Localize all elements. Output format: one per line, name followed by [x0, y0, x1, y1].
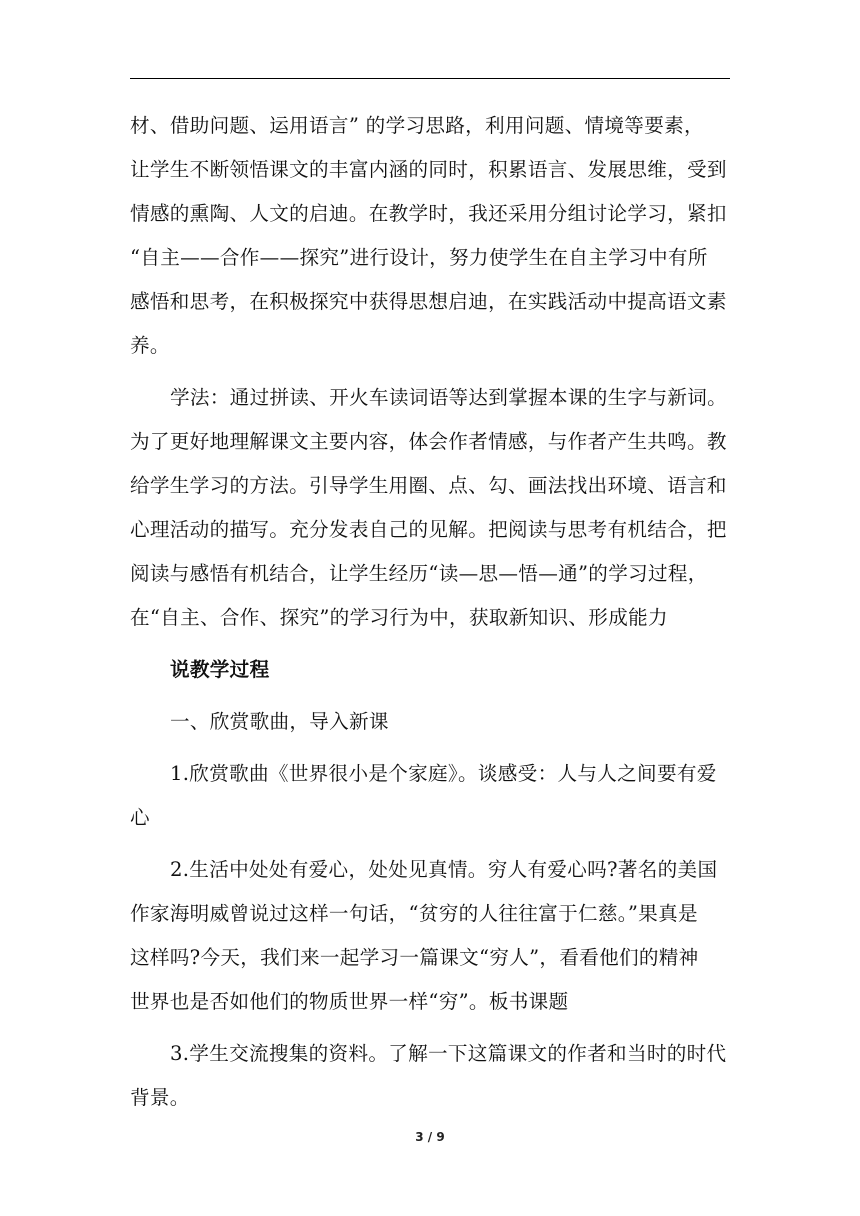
text-line: 为了更好地理解课文主要内容，体会作者情感，与作者产生共鸣。教 [130, 430, 727, 453]
text-line: 心理活动的描写。充分发表自己的见解。把阅读与思考有机结合，把 [130, 518, 727, 541]
paragraph-teaching-philosophy [130, 104, 730, 368]
text-line: 养。 [130, 334, 170, 357]
text-line: 1.欣赏歌曲《世界很小是个家庭》。谈感受：人与人之间要有爱 [170, 762, 717, 785]
text-line: 给学生学习的方法。引导学生用圈、点、勾、画法找出环境、语言和 [130, 474, 727, 497]
text-line: 材、借助问题、运用语言” 的学习思路，利用问题、情境等要素， [130, 114, 704, 137]
page-number: 3 / 9 [415, 1130, 445, 1144]
text-line: 感悟和思考，在积极探究中获得思想启迪，在实践活动中提高语文素 [130, 290, 727, 313]
text-line: 作家海明威曾说过这样一句话，“贫穷的人往往富于仁慈。”果真是 [130, 902, 698, 925]
paragraph-learning-method [130, 376, 730, 640]
text-line: 世界也是否如他们的物质世界一样“穷”。板书课题 [130, 990, 569, 1013]
text-line: 在“自主、合作、探究”的学习行为中，获取新知识、形成能力 [130, 606, 668, 629]
section-heading-text: 说教学过程 [170, 658, 270, 681]
text-line: 2.生活中处处有爱心，处处见真情。穷人有爱心吗?著名的美国 [170, 858, 718, 881]
text-line: 3.学生交流搜集的资料。了解一下这篇课文的作者和当时的时代 [170, 1042, 727, 1065]
text-line: 让学生不断领悟课文的丰富内涵的同时，积累语言、发展思维，受到 [130, 158, 727, 181]
text-line: 这样吗?今天，我们来一起学习一篇课文“穷人”，看看他们的精神 [130, 946, 699, 969]
text-line: 情感的熏陶、人文的启迪。在教学时，我还采用分组讨论学习，紧扣 [130, 202, 727, 225]
text-line: “自主——合作——探究”进行设计，努力使学生在自主学习中有所 [130, 246, 708, 269]
document-body [130, 104, 730, 1120]
text-line: 心 [130, 806, 150, 829]
paragraph-step-2 [130, 848, 730, 1024]
paragraph-step-1 [130, 752, 730, 840]
subsection-heading [130, 700, 730, 744]
header-rule [130, 78, 730, 79]
section-heading [130, 648, 730, 692]
text-line: 阅读与感悟有机结合，让学生经历“读—思—悟—通”的学习过程， [130, 562, 708, 585]
text-line: 学法：通过拼读、开火车读词语等达到掌握本课的生字与新词。 [170, 386, 728, 409]
paragraph-step-3 [130, 1032, 730, 1120]
text-line: 背景。 [130, 1086, 190, 1109]
subsection-heading-text: 一、欣赏歌曲，导入新课 [170, 710, 389, 733]
